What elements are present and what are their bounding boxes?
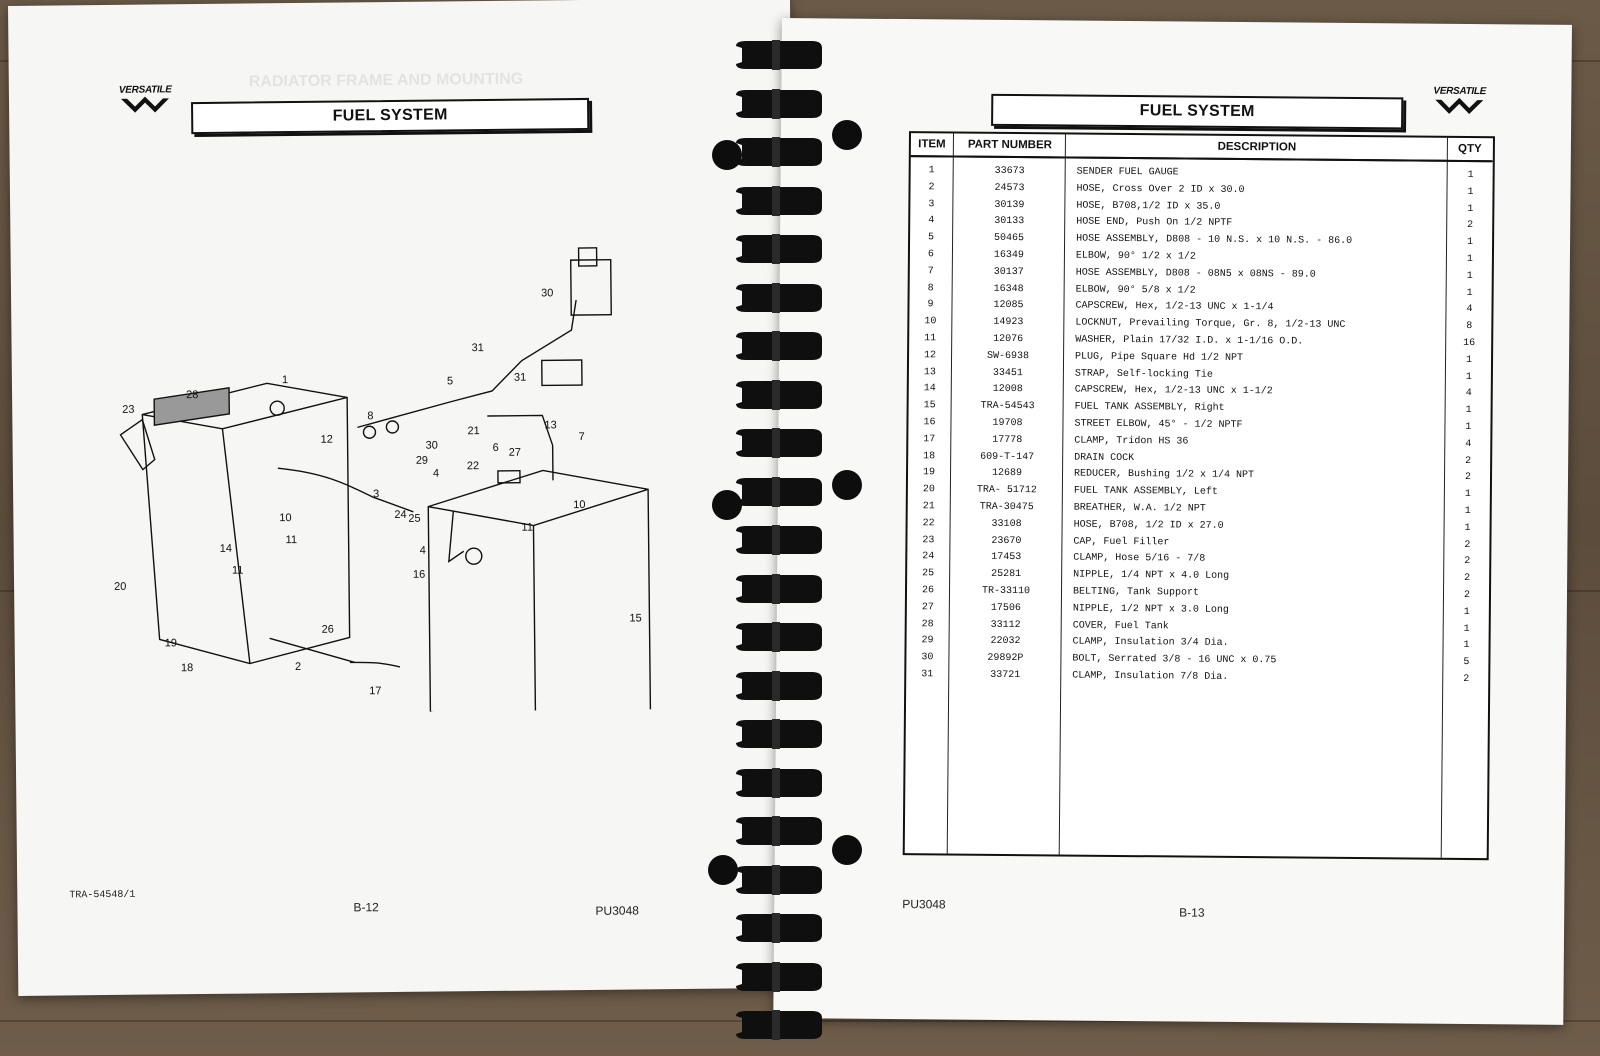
item-cell: 9 bbox=[927, 299, 934, 311]
callout: 10 bbox=[279, 512, 292, 525]
callout: 30 bbox=[540, 287, 554, 300]
description-cell: BELTING, Tank Support bbox=[1072, 586, 1200, 599]
description-cell: SENDER FUEL GAUGE bbox=[1076, 166, 1179, 179]
logo-text: VERSATILE bbox=[118, 84, 172, 96]
callout: 29 bbox=[415, 454, 429, 467]
item-cell: 1 bbox=[928, 165, 935, 177]
qty-cell: 1 bbox=[1464, 505, 1471, 518]
item-cell: 23 bbox=[922, 534, 935, 546]
part-number-cell: 17506 bbox=[990, 602, 1021, 614]
part-number-cell: 12689 bbox=[991, 468, 1023, 480]
description-cell: CLAMP, Insulation 7/8 Dia. bbox=[1072, 670, 1229, 683]
qty-cell: 1 bbox=[1467, 186, 1474, 198]
qty-cell: 1 bbox=[1466, 253, 1473, 266]
logo-text: VERSATILE bbox=[1433, 85, 1487, 98]
description-cell: STRAP, Self-locking Tie bbox=[1074, 368, 1213, 381]
qty-cell: 2 bbox=[1464, 472, 1472, 484]
description-cell: HOSE ASSEMBLY, D808 - 08N5 x 08NS - 89.0 bbox=[1075, 267, 1316, 281]
description-cell: HOSE, B708,1/2 ID x 35.0 bbox=[1076, 200, 1221, 213]
qty-cell: 2 bbox=[1465, 455, 1472, 467]
page-title: FUEL SYSTEM bbox=[191, 98, 589, 134]
callout: 2 bbox=[294, 660, 302, 674]
callout: 18 bbox=[180, 662, 194, 675]
item-cell: 11 bbox=[924, 333, 937, 345]
item-cell: 7 bbox=[927, 266, 934, 278]
document-number: TRA-54548/1 bbox=[69, 889, 136, 902]
part-number-cell: TRA- 51712 bbox=[976, 484, 1037, 497]
description-cell: DRAIN COCK bbox=[1074, 452, 1135, 464]
item-cell: 10 bbox=[924, 316, 937, 328]
binding-ring bbox=[732, 671, 824, 701]
versatile-logo bbox=[119, 84, 171, 115]
qty-cell: 1 bbox=[1465, 354, 1473, 366]
item-cell: 4 bbox=[928, 215, 935, 227]
item-cell: 25 bbox=[922, 568, 935, 580]
callout: 3 bbox=[373, 488, 380, 501]
callout: 11 bbox=[231, 564, 244, 577]
qty-cell: 1 bbox=[1467, 203, 1474, 215]
part-number-cell: TRA-30475 bbox=[979, 501, 1034, 514]
binding-ring bbox=[732, 40, 824, 70]
item-cell: 27 bbox=[921, 602, 934, 614]
part-number-cell: SW-6938 bbox=[986, 350, 1030, 362]
item-cell: 29 bbox=[921, 635, 934, 647]
qty-cell: 1 bbox=[1467, 237, 1474, 249]
item-cell: 18 bbox=[923, 450, 936, 462]
punch-hole bbox=[712, 490, 742, 520]
description-cell: HOSE, B708, 1/2 ID x 27.0 bbox=[1073, 519, 1224, 532]
callout: 4 bbox=[432, 467, 440, 480]
part-number-cell: 22032 bbox=[990, 636, 1021, 648]
page-title: FUEL SYSTEM bbox=[991, 94, 1403, 130]
callout: 16 bbox=[412, 568, 426, 581]
part-number-cell: 609-T-147 bbox=[980, 451, 1035, 463]
callout: 8 bbox=[367, 410, 374, 423]
page-number: B-12 bbox=[353, 900, 379, 915]
parts-table bbox=[903, 131, 1495, 860]
qty-cell: 8 bbox=[1466, 321, 1473, 333]
qty-cell: 4 bbox=[1465, 388, 1472, 400]
callout: 4 bbox=[419, 544, 426, 557]
part-number-cell: 19708 bbox=[992, 417, 1023, 430]
callout: 13 bbox=[544, 419, 557, 432]
part-number-cell: 30139 bbox=[994, 199, 1025, 211]
punch-hole bbox=[832, 470, 862, 500]
spiral-binding bbox=[720, 0, 840, 1056]
qty-cell: 1 bbox=[1466, 270, 1473, 282]
punch-hole bbox=[712, 140, 742, 170]
qty-cell: 1 bbox=[1464, 489, 1471, 501]
description-cell: FUEL TANK ASSEMBLY, Left bbox=[1073, 485, 1218, 499]
binding-ring bbox=[732, 283, 824, 313]
binding-ring bbox=[732, 962, 824, 992]
header-item: ITEM bbox=[911, 133, 953, 157]
bleed-through-text: RADIATOR FRAME AND MOUNTING bbox=[248, 70, 524, 91]
qty-cell: 2 bbox=[1464, 556, 1471, 568]
callout: 15 bbox=[629, 612, 642, 625]
callout: 28 bbox=[186, 389, 199, 402]
part-number-cell: 30133 bbox=[994, 216, 1025, 228]
part-number-cell: 17778 bbox=[992, 434, 1023, 446]
header-part-number: PART NUMBER bbox=[955, 134, 1065, 159]
item-cell: 17 bbox=[923, 434, 936, 446]
binding-ring bbox=[732, 622, 824, 652]
callout: 12 bbox=[320, 433, 333, 446]
item-cell: 24 bbox=[922, 551, 935, 563]
part-number-cell: 29892P bbox=[987, 653, 1024, 665]
description-cell: HOSE ASSEMBLY, D808 - 10 N.S. x 10 N.S. - 86.0 bbox=[1076, 233, 1353, 248]
item-cell: 5 bbox=[928, 232, 935, 244]
callout: 14 bbox=[219, 542, 233, 555]
part-number-cell: 33673 bbox=[994, 165, 1025, 178]
binding-ring bbox=[732, 186, 824, 216]
qty-cell: 1 bbox=[1463, 623, 1470, 635]
description-cell: BREATHER, W.A. 1/2 NPT bbox=[1073, 502, 1206, 515]
item-cell: 2 bbox=[928, 182, 935, 194]
description-cell: LOCKNUT, Prevailing Torque, Gr. 8, 1/2-13 UNC bbox=[1075, 317, 1346, 332]
description-cell: CLAMP, Hose 5/16 - 7/8 bbox=[1073, 552, 1206, 566]
part-number-cell: 14923 bbox=[993, 317, 1024, 329]
part-number-cell: 33721 bbox=[990, 669, 1021, 682]
part-number-cell: 25281 bbox=[991, 569, 1022, 581]
item-cell: 12 bbox=[923, 350, 937, 362]
callout: 31 bbox=[513, 371, 527, 384]
logo-v-icon bbox=[119, 96, 171, 115]
qty-cell: 1 bbox=[1465, 405, 1472, 417]
item-cell: 14 bbox=[923, 383, 936, 395]
description-cell: CAPSCREW, Hex, 1/2-13 UNC x 1-1/2 bbox=[1074, 384, 1273, 398]
description-cell: HOSE END, Push On 1/2 NPTF bbox=[1076, 216, 1233, 230]
callout: 17 bbox=[369, 685, 382, 698]
part-number-cell: 12076 bbox=[993, 333, 1024, 346]
item-cell: 6 bbox=[927, 249, 934, 261]
binding-ring bbox=[732, 719, 824, 749]
binding-ring bbox=[732, 816, 824, 846]
part-number-cell: 12085 bbox=[993, 300, 1024, 312]
callout: 25 bbox=[408, 512, 421, 525]
item-cell: 26 bbox=[921, 585, 935, 597]
binding-ring bbox=[732, 89, 824, 119]
part-number-cell: TR-33110 bbox=[981, 585, 1031, 598]
part-number-cell: 23670 bbox=[991, 535, 1022, 547]
callout: 27 bbox=[508, 446, 522, 459]
item-cell: 13 bbox=[923, 366, 936, 378]
part-number-cell: 12008 bbox=[992, 384, 1023, 396]
qty-cell: 4 bbox=[1465, 438, 1472, 450]
item-cell: 19 bbox=[922, 467, 936, 479]
item-cell: 20 bbox=[922, 484, 935, 496]
qty-cell: 1 bbox=[1464, 522, 1471, 534]
item-cell: 15 bbox=[923, 400, 936, 412]
description-cell: ELBOW, 90° 1/2 x 1/2 bbox=[1075, 250, 1197, 263]
description-cell: CAPSCREW, Hex, 1/2-13 UNC x 1-1/4 bbox=[1075, 300, 1274, 314]
description-cell: BOLT, Serrated 3/8 - 16 UNC x 0.75 bbox=[1072, 653, 1277, 667]
qty-cell: 1 bbox=[1467, 169, 1474, 182]
item-cell: 31 bbox=[921, 669, 934, 681]
binding-ring bbox=[732, 234, 824, 264]
part-number-cell: 50465 bbox=[994, 233, 1025, 245]
left-page bbox=[8, 0, 800, 996]
right-page bbox=[773, 18, 1572, 1025]
publication-code: PU3048 bbox=[595, 903, 639, 918]
qty-cell: 16 bbox=[1463, 337, 1476, 350]
callout: 20 bbox=[114, 580, 127, 593]
logo-v-icon bbox=[1433, 98, 1485, 116]
callout: 11 bbox=[285, 534, 298, 547]
callout: 1 bbox=[281, 374, 289, 387]
binding-ring bbox=[732, 380, 824, 410]
page-number: B-13 bbox=[1179, 905, 1205, 920]
item-cell: 28 bbox=[921, 618, 934, 630]
callout: 10 bbox=[573, 498, 586, 512]
qty-cell: 2 bbox=[1464, 539, 1471, 551]
header-description: DESCRIPTION bbox=[1067, 134, 1447, 161]
qty-cell: 5 bbox=[1463, 657, 1470, 669]
binding-ring bbox=[732, 477, 824, 507]
qty-cell: 1 bbox=[1465, 421, 1472, 434]
part-number-cell: 16348 bbox=[993, 283, 1024, 295]
item-cell: 22 bbox=[922, 518, 935, 530]
callout: 7 bbox=[578, 430, 585, 444]
part-number-cell: 30137 bbox=[993, 266, 1024, 278]
part-number-cell: 24573 bbox=[994, 182, 1025, 194]
qty-cell: 1 bbox=[1463, 640, 1470, 652]
description-cell: STREET ELBOW, 45° - 1/2 NPTF bbox=[1074, 418, 1243, 432]
binding-ring bbox=[732, 331, 824, 361]
binding-ring bbox=[732, 913, 824, 943]
callout: 21 bbox=[467, 425, 480, 438]
description-cell: NIPPLE, 1/2 NPT x 3.0 Long bbox=[1072, 603, 1229, 616]
qty-cell: 2 bbox=[1463, 589, 1471, 602]
qty-cell: 1 bbox=[1465, 371, 1472, 383]
item-cell: 21 bbox=[922, 501, 935, 513]
binding-ring bbox=[732, 574, 824, 604]
description-cell: PLUG, Pipe Square Hd 1/2 NPT bbox=[1075, 351, 1244, 364]
callout: 23 bbox=[122, 403, 135, 416]
callout: 24 bbox=[394, 508, 407, 521]
qty-cell: 2 bbox=[1464, 573, 1471, 585]
binding-ring bbox=[732, 1010, 824, 1040]
part-number-cell: 17453 bbox=[991, 552, 1022, 564]
callout: 6 bbox=[492, 441, 499, 454]
versatile-logo bbox=[1433, 86, 1485, 116]
part-number-cell: 33108 bbox=[991, 518, 1022, 530]
binding-ring bbox=[732, 428, 824, 458]
part-number-cell: TRA-54543 bbox=[980, 400, 1035, 413]
description-cell: HOSE, Cross Over 2 ID x 30.0 bbox=[1076, 183, 1245, 196]
qty-cell: 1 bbox=[1463, 606, 1470, 618]
callout: 22 bbox=[466, 460, 480, 473]
qty-cell: 2 bbox=[1463, 673, 1470, 686]
description-cell: REDUCER, Bushing 1/2 x 1/4 NPT bbox=[1073, 468, 1255, 482]
header-qty: QTY bbox=[1449, 138, 1491, 162]
description-cell: CLAMP, Insulation 3/4 Dia. bbox=[1072, 636, 1229, 650]
punch-hole bbox=[708, 855, 738, 885]
punch-hole bbox=[832, 120, 862, 150]
part-number-cell: 33451 bbox=[992, 367, 1023, 379]
binding-ring bbox=[732, 768, 824, 798]
publication-code: PU3048 bbox=[902, 897, 946, 912]
qty-cell: 1 bbox=[1466, 287, 1473, 299]
description-cell: COVER, Fuel Tank bbox=[1072, 620, 1169, 632]
qty-cell: 2 bbox=[1467, 220, 1474, 232]
part-number-cell: 33112 bbox=[990, 619, 1021, 631]
callout: 11 bbox=[521, 521, 533, 534]
item-cell: 16 bbox=[923, 417, 936, 429]
callout: 30 bbox=[425, 439, 438, 452]
item-cell: 30 bbox=[921, 652, 934, 664]
description-cell: CAP, Fuel Filler bbox=[1073, 536, 1170, 548]
punch-hole bbox=[832, 835, 862, 865]
callout: 19 bbox=[164, 637, 177, 650]
fuel-system-diagram bbox=[101, 239, 666, 715]
qty-cell: 4 bbox=[1466, 304, 1473, 316]
item-cell: 8 bbox=[927, 282, 934, 294]
callout: 26 bbox=[321, 623, 334, 636]
binding-ring bbox=[732, 525, 824, 555]
item-cell: 3 bbox=[928, 198, 935, 210]
description-cell: WASHER, Plain 17/32 I.D. x 1-1/16 O.D. bbox=[1075, 334, 1304, 348]
callout: 5 bbox=[446, 375, 454, 388]
description-cell: FUEL TANK ASSEMBLY, Right bbox=[1074, 401, 1225, 415]
description-cell: ELBOW, 90° 5/8 x 1/2 bbox=[1075, 284, 1196, 297]
description-cell: CLAMP, Tridon HS 36 bbox=[1074, 435, 1189, 448]
callout: 31 bbox=[471, 342, 484, 355]
binding-ring bbox=[732, 137, 824, 167]
binding-ring bbox=[732, 865, 824, 895]
description-cell: NIPPLE, 1/4 NPT x 4.0 Long bbox=[1073, 569, 1230, 583]
part-number-cell: 16349 bbox=[993, 249, 1024, 262]
